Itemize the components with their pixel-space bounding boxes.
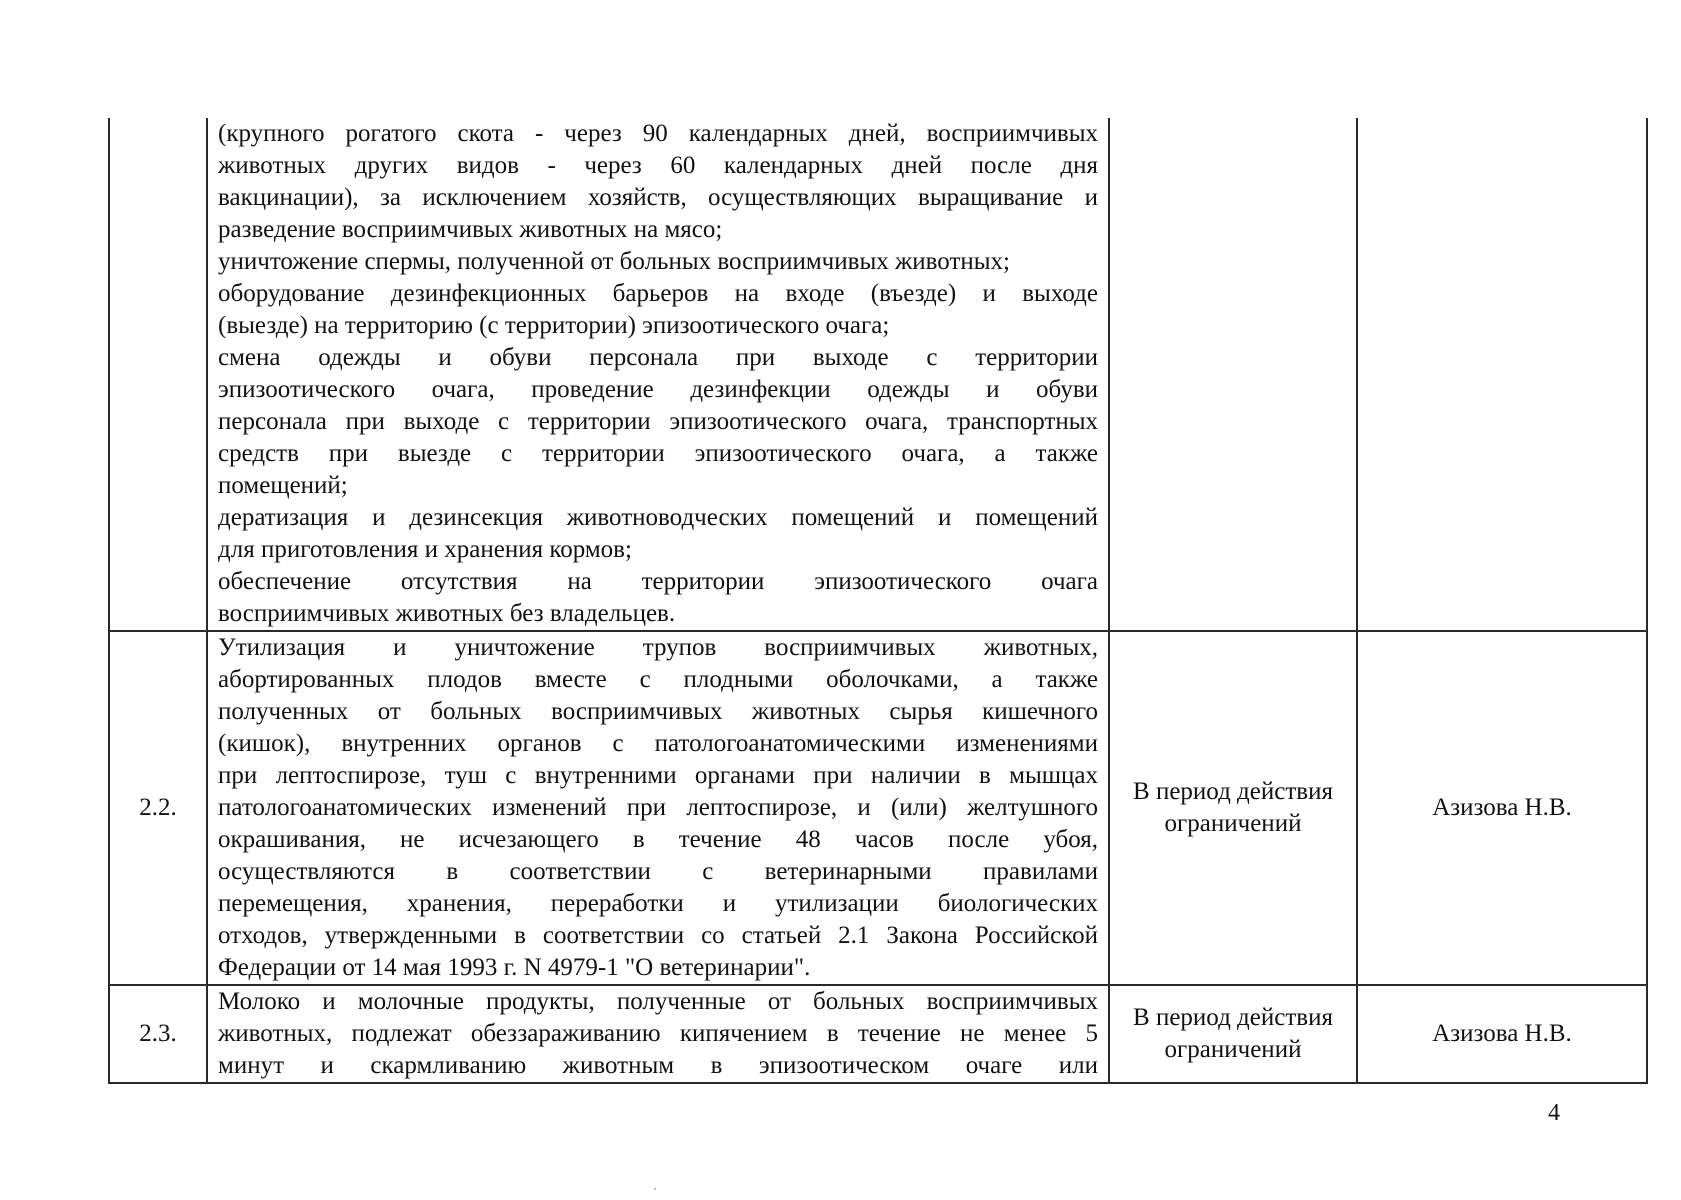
row-number: 2.3. xyxy=(109,985,207,1083)
text-line: осуществляются в соответствии с ветеринарными правилами xyxy=(218,858,1098,885)
text-line: для приготовления и хранения кормов; xyxy=(218,536,632,563)
text-line: отходов, утвержденными в соответствии со статьей 2.1 Закона Российской xyxy=(218,922,1098,949)
text-line: оборудование дезинфекционных барьеров на входе (въезде) и выходе xyxy=(218,280,1098,307)
measure-description xyxy=(207,118,1109,631)
text-line: животных, подлежат обеззараживанию кипячением в течение не менее 5 xyxy=(218,1020,1098,1047)
text-line: патологоанатомических изменений при лептоспирозе, и (или) желтушного xyxy=(218,794,1098,821)
term-cell xyxy=(1109,985,1357,1083)
table-row xyxy=(109,631,1647,985)
text-line: (кишок), внутренних органов с патологоанатомическими изменениями xyxy=(218,730,1098,757)
text-line: персонала при выходе с территории эпизоотического очага, транспортных xyxy=(218,408,1098,435)
text-line: обеспечение отсутствия на территории эпизоотического очага xyxy=(218,568,1098,595)
text-line: Федерации от 14 мая 1993 г. N 4979-1 "О ветеринарии". xyxy=(218,954,811,981)
responsible-cell: Азизова Н.В. xyxy=(1357,631,1647,985)
text-line: вакцинации), за исключением хозяйств, осуществляющих выращивание и xyxy=(218,184,1098,211)
term-text-line-2: ограничений xyxy=(1164,1036,1302,1063)
measure-description xyxy=(207,985,1109,1083)
scan-speck xyxy=(654,1188,656,1190)
responsible-cell: Азизова Н.В. xyxy=(1357,985,1647,1083)
text-line: животных других видов - через 60 календарных дней после дня xyxy=(218,152,1098,179)
term-text-line-1: В период действия xyxy=(1133,778,1333,805)
term-text-line-1: В период действия xyxy=(1133,1004,1333,1031)
text-line: разведение восприимчивых животных на мясо; xyxy=(218,216,723,243)
text-line: минут и скармливанию животным в эпизоотическом очаге или xyxy=(218,1052,1098,1079)
table-row xyxy=(109,985,1647,1083)
text-line: полученных от больных восприимчивых животных сырья кишечного xyxy=(218,698,1098,725)
text-line: Утилизация и уничтожение трупов восприимчивых животных, xyxy=(218,634,1098,661)
page-number: 4 xyxy=(1548,1100,1560,1126)
text-line: абортированных плодов вместе с плодными оболочками, а также xyxy=(218,666,1098,693)
term-cell xyxy=(1109,631,1357,985)
text-line: (выезде) на территорию (с территории) эпизоотического очага; xyxy=(218,312,890,339)
row-number: 2.2. xyxy=(109,631,207,985)
table-row xyxy=(109,118,1647,631)
term-text-line-2: ограничений xyxy=(1164,810,1302,837)
row-number xyxy=(109,118,207,631)
responsible-cell xyxy=(1357,118,1647,631)
text-line: перемещения, хранения, переработки и утилизации биологических xyxy=(218,890,1098,917)
text-line: помещений; xyxy=(218,472,348,499)
text-line: уничтожение спермы, полученной от больных восприимчивых животных; xyxy=(218,248,1010,275)
measures-table xyxy=(108,118,1648,1084)
text-line: дератизация и дезинсекция животноводческих помещений и помещений xyxy=(218,504,1098,531)
text-line: (крупного рогатого скота - через 90 календарных дней, восприимчивых xyxy=(218,120,1098,147)
measure-description xyxy=(207,631,1109,985)
text-line: при лептоспирозе, туш с внутренними органами при наличии в мышцах xyxy=(218,762,1098,789)
text-line: восприимчивых животных без владельцев. xyxy=(218,600,676,627)
term-cell xyxy=(1109,118,1357,631)
text-line: Молоко и молочные продукты, полученные от больных восприимчивых xyxy=(218,988,1098,1015)
text-line: эпизоотического очага, проведение дезинфекции одежды и обуви xyxy=(218,376,1098,403)
text-line: смена одежды и обуви персонала при выходе с территории xyxy=(218,344,1098,371)
text-line: окрашивания, не исчезающего в течение 48 часов после убоя, xyxy=(218,826,1098,853)
text-line: средств при выезде с территории эпизоотического очага, а также xyxy=(218,440,1098,467)
